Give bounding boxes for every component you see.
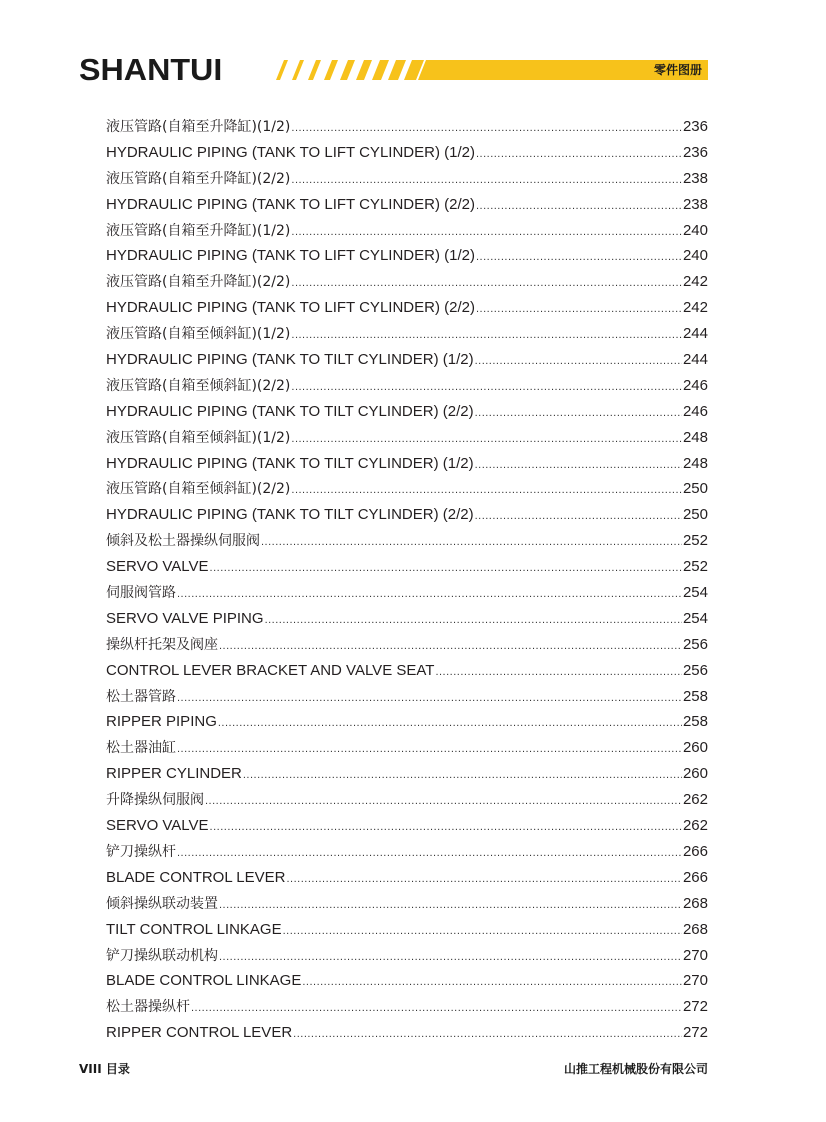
- toc-entry-page: 236: [682, 143, 708, 161]
- toc-dot-leader: [291, 271, 682, 297]
- toc-dot-leader: [219, 945, 682, 971]
- toc-entry-title: HYDRAULIC PIPING (TANK TO LIFT CYLINDER) (2/2): [106, 299, 475, 317]
- toc-entry[interactable]: [106, 891, 708, 917]
- toc-entry[interactable]: [106, 839, 708, 865]
- toc-dot-leader: [287, 867, 682, 893]
- toc-dot-leader: [219, 634, 682, 660]
- toc-entry-page: 256: [682, 661, 708, 679]
- toc-entry-title: 铲刀操纵杆: [106, 843, 176, 860]
- toc-entry-title: SERVO VALVE PIPING: [106, 609, 264, 627]
- toc-entry-page: 262: [682, 791, 708, 809]
- toc-entry-title: 倾斜及松土器操纵伺服阀: [106, 533, 260, 550]
- toc-dot-leader: [210, 556, 682, 582]
- toc-entry[interactable]: [106, 943, 708, 969]
- toc-entry-title: 松土器操纵杆: [106, 999, 190, 1016]
- shantui-logo: SHANTUI: [79, 52, 223, 87]
- toc-entry-title: HYDRAULIC PIPING (TANK TO TILT CYLINDER) (2/2): [106, 402, 474, 420]
- toc-entry-page: 246: [682, 376, 708, 394]
- toc-entry[interactable]: [106, 528, 708, 554]
- toc-entry-page: 272: [682, 998, 708, 1016]
- toc-entry[interactable]: [106, 451, 708, 477]
- toc-dot-leader: [291, 116, 682, 142]
- toc-dot-leader: [291, 323, 682, 349]
- toc-entry-title: 松土器油缸: [106, 740, 176, 757]
- toc-entry[interactable]: [106, 917, 708, 943]
- toc-entry-page: 246: [682, 402, 708, 420]
- toc-entry[interactable]: [106, 140, 708, 166]
- toc-entry-page: 266: [682, 868, 708, 886]
- toc-entry-title: 伺服阀管路: [106, 585, 176, 602]
- toc-entry[interactable]: [106, 606, 708, 632]
- toc-entry[interactable]: [106, 269, 708, 295]
- toc-dot-leader: [435, 660, 682, 686]
- toc-entry-page: 268: [682, 920, 708, 938]
- toc-dot-leader: [265, 608, 682, 634]
- toc-entry-title: 液压管路(自箱至升降缸)(1/2): [106, 222, 291, 239]
- toc-entry-page: 256: [682, 635, 708, 653]
- toc-entry-page: 254: [682, 609, 708, 627]
- toc-entry[interactable]: [106, 399, 708, 425]
- toc-entry[interactable]: [106, 425, 708, 451]
- toc-dot-leader: [210, 815, 682, 841]
- toc-entry-title: 液压管路(自箱至升降缸)(2/2): [106, 170, 291, 187]
- toc-entry-title: HYDRAULIC PIPING (TANK TO TILT CYLINDER) (2/2): [106, 506, 474, 524]
- toc-entry-page: 252: [682, 532, 708, 550]
- toc-entry-title: 松土器管路: [106, 688, 176, 705]
- toc-entry-page: 258: [682, 687, 708, 705]
- toc-entry-title: BLADE CONTROL LINKAGE: [106, 972, 302, 990]
- toc-entry-title: 铲刀操纵联动机构: [106, 947, 218, 964]
- toc-entry-page: 260: [682, 739, 708, 757]
- toc-entry-title: CONTROL LEVER BRACKET AND VALVE SEAT: [106, 661, 435, 679]
- section-bar: [430, 60, 708, 80]
- toc-entry-title: HYDRAULIC PIPING (TANK TO LIFT CYLINDER) (1/2): [106, 143, 475, 161]
- toc-dot-leader: [293, 1022, 682, 1048]
- toc-entry-title: 液压管路(自箱至升降缸)(2/2): [106, 274, 291, 291]
- footer-page-label: VIII 目录: [79, 1062, 130, 1076]
- toc-entry-page: 240: [682, 221, 708, 239]
- toc-entry[interactable]: [106, 658, 708, 684]
- toc-entry[interactable]: [106, 243, 708, 269]
- toc-entry-title: 液压管路(自箱至倾斜缸)(2/2): [106, 377, 291, 394]
- toc-entry-title: HYDRAULIC PIPING (TANK TO TILT CYLINDER) (1/2): [106, 351, 474, 369]
- toc-dot-leader: [291, 220, 682, 246]
- toc-dot-leader: [205, 789, 682, 815]
- decorative-stripes: [276, 60, 432, 80]
- toc-entry-page: 270: [682, 972, 708, 990]
- toc-dot-leader: [177, 686, 682, 712]
- toc-entry-page: 268: [682, 894, 708, 912]
- toc-entry-title: HYDRAULIC PIPING (TANK TO LIFT CYLINDER) (1/2): [106, 247, 475, 265]
- toc-entry[interactable]: [106, 114, 708, 140]
- section-label: 零件图册: [653, 63, 702, 77]
- toc-entry[interactable]: [106, 994, 708, 1020]
- toc-entry-page: 244: [682, 351, 708, 369]
- toc-entry-page: 242: [682, 273, 708, 291]
- toc-dot-leader: [191, 996, 682, 1022]
- toc-entry[interactable]: [106, 735, 708, 761]
- toc-entry-page: 258: [682, 713, 708, 731]
- toc-entry[interactable]: [106, 761, 708, 787]
- toc-entry[interactable]: [106, 968, 708, 994]
- toc-entry-page: 248: [682, 428, 708, 446]
- toc-entry-title: RIPPER CONTROL LEVER: [106, 1024, 293, 1042]
- toc-entry[interactable]: [106, 865, 708, 891]
- toc-dot-leader: [218, 711, 682, 737]
- toc-dot-leader: [302, 970, 682, 996]
- toc-dot-leader: [261, 530, 682, 556]
- toc-entry-title: 操纵杆托架及阀座: [106, 636, 218, 653]
- toc-entry[interactable]: [106, 347, 708, 373]
- toc-entry[interactable]: [106, 709, 708, 735]
- toc-entry-page: 248: [682, 454, 708, 472]
- toc-entry-title: 液压管路(自箱至倾斜缸)(1/2): [106, 326, 291, 343]
- toc-entry-title: 液压管路(自箱至倾斜缸)(2/2): [106, 481, 291, 498]
- toc-entry[interactable]: [106, 192, 708, 218]
- toc-dot-leader: [476, 245, 682, 271]
- toc-entry-page: 244: [682, 325, 708, 343]
- toc-entry-page: 266: [682, 842, 708, 860]
- toc-entry-page: 240: [682, 247, 708, 265]
- toc-entry-title: SERVO VALVE: [106, 558, 209, 576]
- toc-dot-leader: [177, 841, 682, 867]
- toc-dot-leader: [475, 504, 682, 530]
- toc-dot-leader: [177, 582, 682, 608]
- toc-entry-title: RIPPER PIPING: [106, 713, 217, 731]
- toc-entry-page: 242: [682, 299, 708, 317]
- toc-dot-leader: [291, 375, 682, 401]
- toc-entry[interactable]: [106, 166, 708, 192]
- toc-entry-title: RIPPER CYLINDER: [106, 765, 242, 783]
- toc-entry-page: 260: [682, 765, 708, 783]
- toc-entry[interactable]: [106, 554, 708, 580]
- toc-dot-leader: [476, 142, 682, 168]
- toc-entry[interactable]: [106, 813, 708, 839]
- toc-entry[interactable]: [106, 1020, 708, 1046]
- toc-entry-page: 236: [682, 118, 708, 135]
- toc-entry[interactable]: [106, 684, 708, 710]
- toc-entry-page: 262: [682, 817, 708, 835]
- toc-entry-page: 238: [682, 195, 708, 213]
- toc-dot-leader: [177, 737, 682, 763]
- toc-entry-title: 倾斜操纵联动装置: [106, 895, 218, 912]
- toc-entry-page: 252: [682, 558, 708, 576]
- toc-entry-page: 272: [682, 1024, 708, 1042]
- toc-dot-leader: [476, 297, 682, 323]
- toc-dot-leader: [475, 349, 682, 375]
- toc-entry-page: 238: [682, 169, 708, 187]
- toc-dot-leader: [283, 919, 682, 945]
- toc-entry-title: 液压管路(自箱至倾斜缸)(1/2): [106, 429, 291, 446]
- footer-company: 山推工程机械股份有限公司: [563, 1062, 708, 1076]
- toc-entry[interactable]: [106, 787, 708, 813]
- toc-entry-title: 液压管路(自箱至升降缸)(1/2): [106, 119, 291, 135]
- toc-dot-leader: [219, 893, 682, 919]
- toc-dot-leader: [476, 194, 682, 220]
- toc-entry[interactable]: [106, 218, 708, 244]
- table-of-contents: [106, 114, 708, 1046]
- toc-entry-page: 250: [682, 480, 708, 498]
- toc-entry-title: HYDRAULIC PIPING (TANK TO TILT CYLINDER) (1/2): [106, 454, 474, 472]
- toc-entry-page: 250: [682, 506, 708, 524]
- toc-entry-title: SERVO VALVE: [106, 817, 209, 835]
- toc-entry[interactable]: [106, 580, 708, 606]
- toc-dot-leader: [243, 763, 682, 789]
- toc-dot-leader: [475, 401, 682, 427]
- toc-entry-title: HYDRAULIC PIPING (TANK TO LIFT CYLINDER) (2/2): [106, 195, 475, 213]
- toc-dot-leader: [475, 453, 682, 479]
- toc-entry[interactable]: [106, 373, 708, 399]
- toc-entry[interactable]: [106, 502, 708, 528]
- toc-entry-page: 270: [682, 946, 708, 964]
- toc-entry-title: 升降操纵伺服阀: [106, 792, 204, 809]
- toc-entry[interactable]: [106, 476, 708, 502]
- toc-entry[interactable]: [106, 295, 708, 321]
- toc-entry-page: 254: [682, 584, 708, 602]
- toc-entry-title: TILT CONTROL LINKAGE: [106, 920, 282, 938]
- toc-entry[interactable]: [106, 321, 708, 347]
- toc-dot-leader: [291, 427, 682, 453]
- toc-entry-title: BLADE CONTROL LEVER: [106, 868, 286, 886]
- toc-dot-leader: [291, 478, 682, 504]
- toc-dot-leader: [291, 168, 682, 194]
- page-header: [0, 0, 826, 100]
- toc-entry[interactable]: [106, 632, 708, 658]
